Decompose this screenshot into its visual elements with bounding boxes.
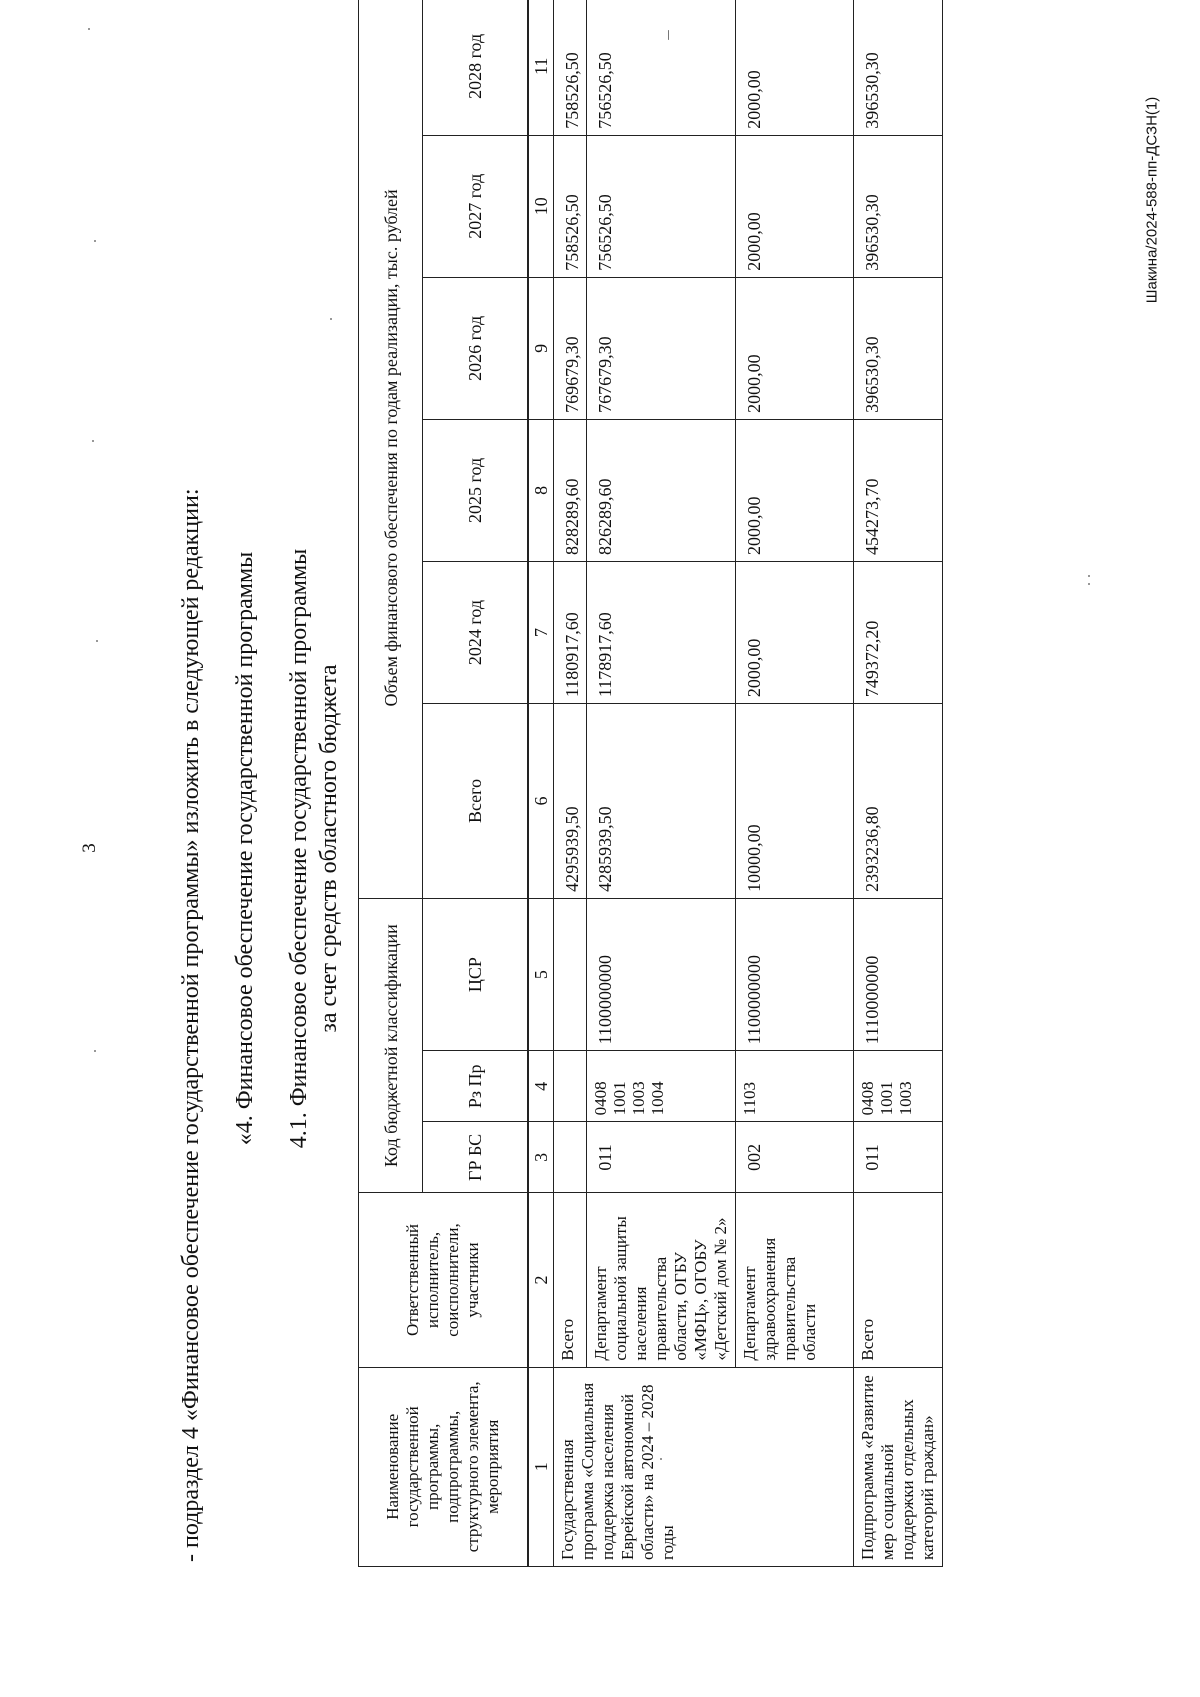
column-number: 11 <box>529 0 554 135</box>
value-2025: 828289,60 <box>554 419 587 561</box>
column-number: 10 <box>529 135 554 277</box>
value-2026: 767679,30 <box>587 277 736 419</box>
column-number-row <box>529 0 554 1567</box>
financing-table <box>358 0 943 1567</box>
rz-pr-code: 1001 <box>877 1081 896 1116</box>
program-name: Государственная программа «Социальная поддержка населения Еврейской автономной области» на 2024 – 2028 годы <box>554 1367 854 1566</box>
value-2028: 396530,30 <box>854 0 943 135</box>
row-executor: Всего <box>854 1193 943 1367</box>
footer-code: Шакина/2024-588-пп-ДСЗН(1) <box>1143 96 1161 304</box>
table-row <box>554 0 587 1567</box>
column-number: 2 <box>529 1193 554 1367</box>
row-csr <box>554 898 587 1050</box>
value-2025: 826289,60 <box>587 419 736 561</box>
subsection-title-line: 4.1. Финансовое обеспечение государственной программы <box>286 548 312 1149</box>
column-number: 5 <box>529 898 554 1050</box>
column-number: 8 <box>529 419 554 561</box>
row-csr: 1100000000 <box>736 898 854 1050</box>
value-total: 10000,00 <box>736 704 854 899</box>
header-budget-code: Код бюджетной классификации <box>359 898 423 1193</box>
rz-pr-code: 1004 <box>648 1081 667 1116</box>
subprogram-name: Подпрограмма «Развитие мер социальной поддержки отдельных категорий граждан» <box>854 1367 943 1566</box>
value-2028: 758526,50 <box>554 0 587 135</box>
table-row <box>854 0 943 1567</box>
column-number: 6 <box>529 704 554 899</box>
value-2027: 396530,30 <box>854 135 943 277</box>
header-name: Наименование государственной программы, подпрограммы, структурного элемента, мероприятия <box>359 1367 528 1566</box>
row-gr-bs: 011 <box>854 1122 943 1193</box>
row-rz-pr <box>587 1051 736 1122</box>
value-2025: 2000,00 <box>736 419 854 561</box>
header-year: 2025 год <box>423 419 528 561</box>
column-number: 7 <box>529 561 554 703</box>
value-2026: 769679,30 <box>554 277 587 419</box>
value-2024: 1178917,60 <box>587 561 736 703</box>
row-executor: Департамент социальной защиты населения правительства области, ОГБУ «МФЦ», ОГОБУ «Детский дом № 2» <box>587 1193 736 1367</box>
header-rz-pr: Рз Пр <box>423 1051 528 1122</box>
row-rz-pr <box>854 1051 943 1122</box>
column-number: 1 <box>529 1367 554 1566</box>
value-2028: 2000,00 <box>736 0 854 135</box>
value-2026: 2000,00 <box>736 277 854 419</box>
column-number: 4 <box>529 1051 554 1122</box>
value-2025: 454273,70 <box>854 419 943 561</box>
value-2028: 756526,50 <box>587 0 736 135</box>
value-total: 2393236,80 <box>854 704 943 899</box>
page-number: 3 <box>79 843 100 853</box>
table-row <box>736 0 854 1567</box>
rz-pr-code: 1003 <box>896 1081 915 1116</box>
table-header-row <box>359 0 423 1567</box>
rz-pr-code: 1003 <box>629 1081 648 1116</box>
column-number: 9 <box>529 277 554 419</box>
header-volume: Объем финансового обеспечения по годам реализации, тыс. рублей <box>359 0 423 898</box>
value-2027: 2000,00 <box>736 135 854 277</box>
table-row <box>587 0 736 1567</box>
value-2024: 749372,20 <box>854 561 943 703</box>
value-total: 4295939,50 <box>554 704 587 899</box>
intro-text: - подраздел 4 «Финансовое обеспечение государственной программы» изложить в следующей редакции: <box>178 488 204 1562</box>
header-year: 2027 год <box>423 135 528 277</box>
value-2027: 756526,50 <box>587 135 736 277</box>
value-2026: 396530,30 <box>854 277 943 419</box>
subsection-title <box>284 0 344 1697</box>
subsection-title-line: за счет средств областного бюджета <box>316 664 342 1033</box>
row-gr-bs <box>554 1122 587 1193</box>
rz-pr-code: 1103 <box>740 1081 759 1116</box>
row-csr: 1110000000 <box>854 898 943 1050</box>
row-gr-bs: 002 <box>736 1122 854 1193</box>
row-executor: Всего <box>554 1193 587 1367</box>
row-rz-pr <box>554 1051 587 1122</box>
header-year: 2024 год <box>423 561 528 703</box>
header-csr: ЦСР <box>423 898 528 1050</box>
value-2024: 2000,00 <box>736 561 854 703</box>
header-gr-bs: ГР БС <box>423 1122 528 1193</box>
value-2027: 758526,50 <box>554 135 587 277</box>
row-csr: 1100000000 <box>587 898 736 1050</box>
row-gr-bs: 011 <box>587 1122 736 1193</box>
value-total: 4285939,50 <box>587 704 736 899</box>
section-title: «4. Финансовое обеспечение государственной программы <box>232 551 258 1146</box>
row-rz-pr <box>736 1051 854 1122</box>
header-total: Всего <box>423 704 528 899</box>
header-executor: Ответственный исполнитель, соисполнители, участники <box>359 1193 528 1367</box>
row-executor: Департамент здравоохранения правительства области <box>736 1193 854 1367</box>
header-year: 2026 год <box>423 277 528 419</box>
column-number: 3 <box>529 1122 554 1193</box>
rz-pr-code: 1001 <box>610 1081 629 1116</box>
value-2024: 1180917,60 <box>554 561 587 703</box>
header-year: 2028 год <box>423 0 528 135</box>
rz-pr-code: 0408 <box>591 1081 610 1116</box>
rz-pr-code: 0408 <box>858 1081 877 1116</box>
